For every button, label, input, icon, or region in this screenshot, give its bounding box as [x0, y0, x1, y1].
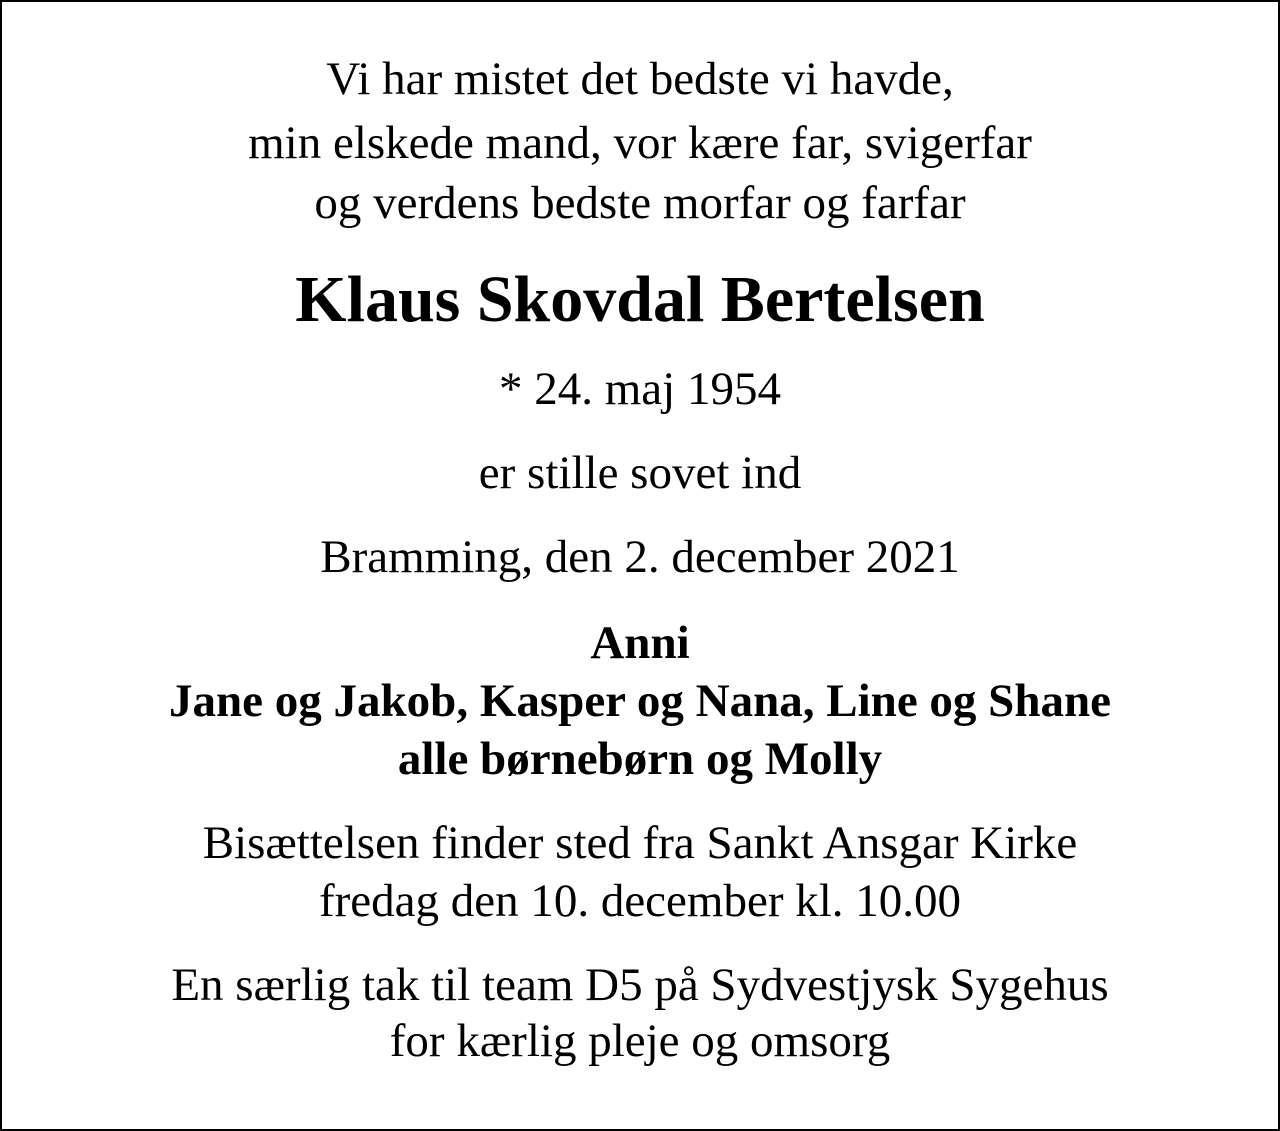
intro-line: og verdens bedste morfar og farfar: [314, 177, 966, 229]
funeral-line: Bisættelsen finder sted fra Sankt Ansgar Kirke: [202, 817, 1078, 869]
family-line: Anni: [590, 617, 690, 669]
thanks-line: for kærlig pleje og omsorg: [389, 1015, 891, 1067]
place-date: Bramming, den 2. december 2021: [320, 531, 960, 583]
intro-line: min elskede mand, vor kære far, svigerfar: [248, 117, 1032, 169]
funeral-line: fredag den 10. december kl. 10.00: [318, 875, 962, 927]
deceased-name: Klaus Skovdal Bertelsen: [295, 263, 985, 336]
birth-date: * 24. maj 1954: [499, 363, 781, 415]
thanks-line: En særlig tak til team D5 på Sydvestjysk Sygehus: [171, 959, 1109, 1011]
intro-line: Vi har mistet det bedste vi havde,: [326, 53, 954, 105]
family-line: Jane og Jakob, Kasper og Nana, Line og Shane: [169, 675, 1111, 727]
passed-text: er stille sovet ind: [478, 447, 802, 499]
family-line: alle børnebørn og Molly: [397, 733, 883, 785]
